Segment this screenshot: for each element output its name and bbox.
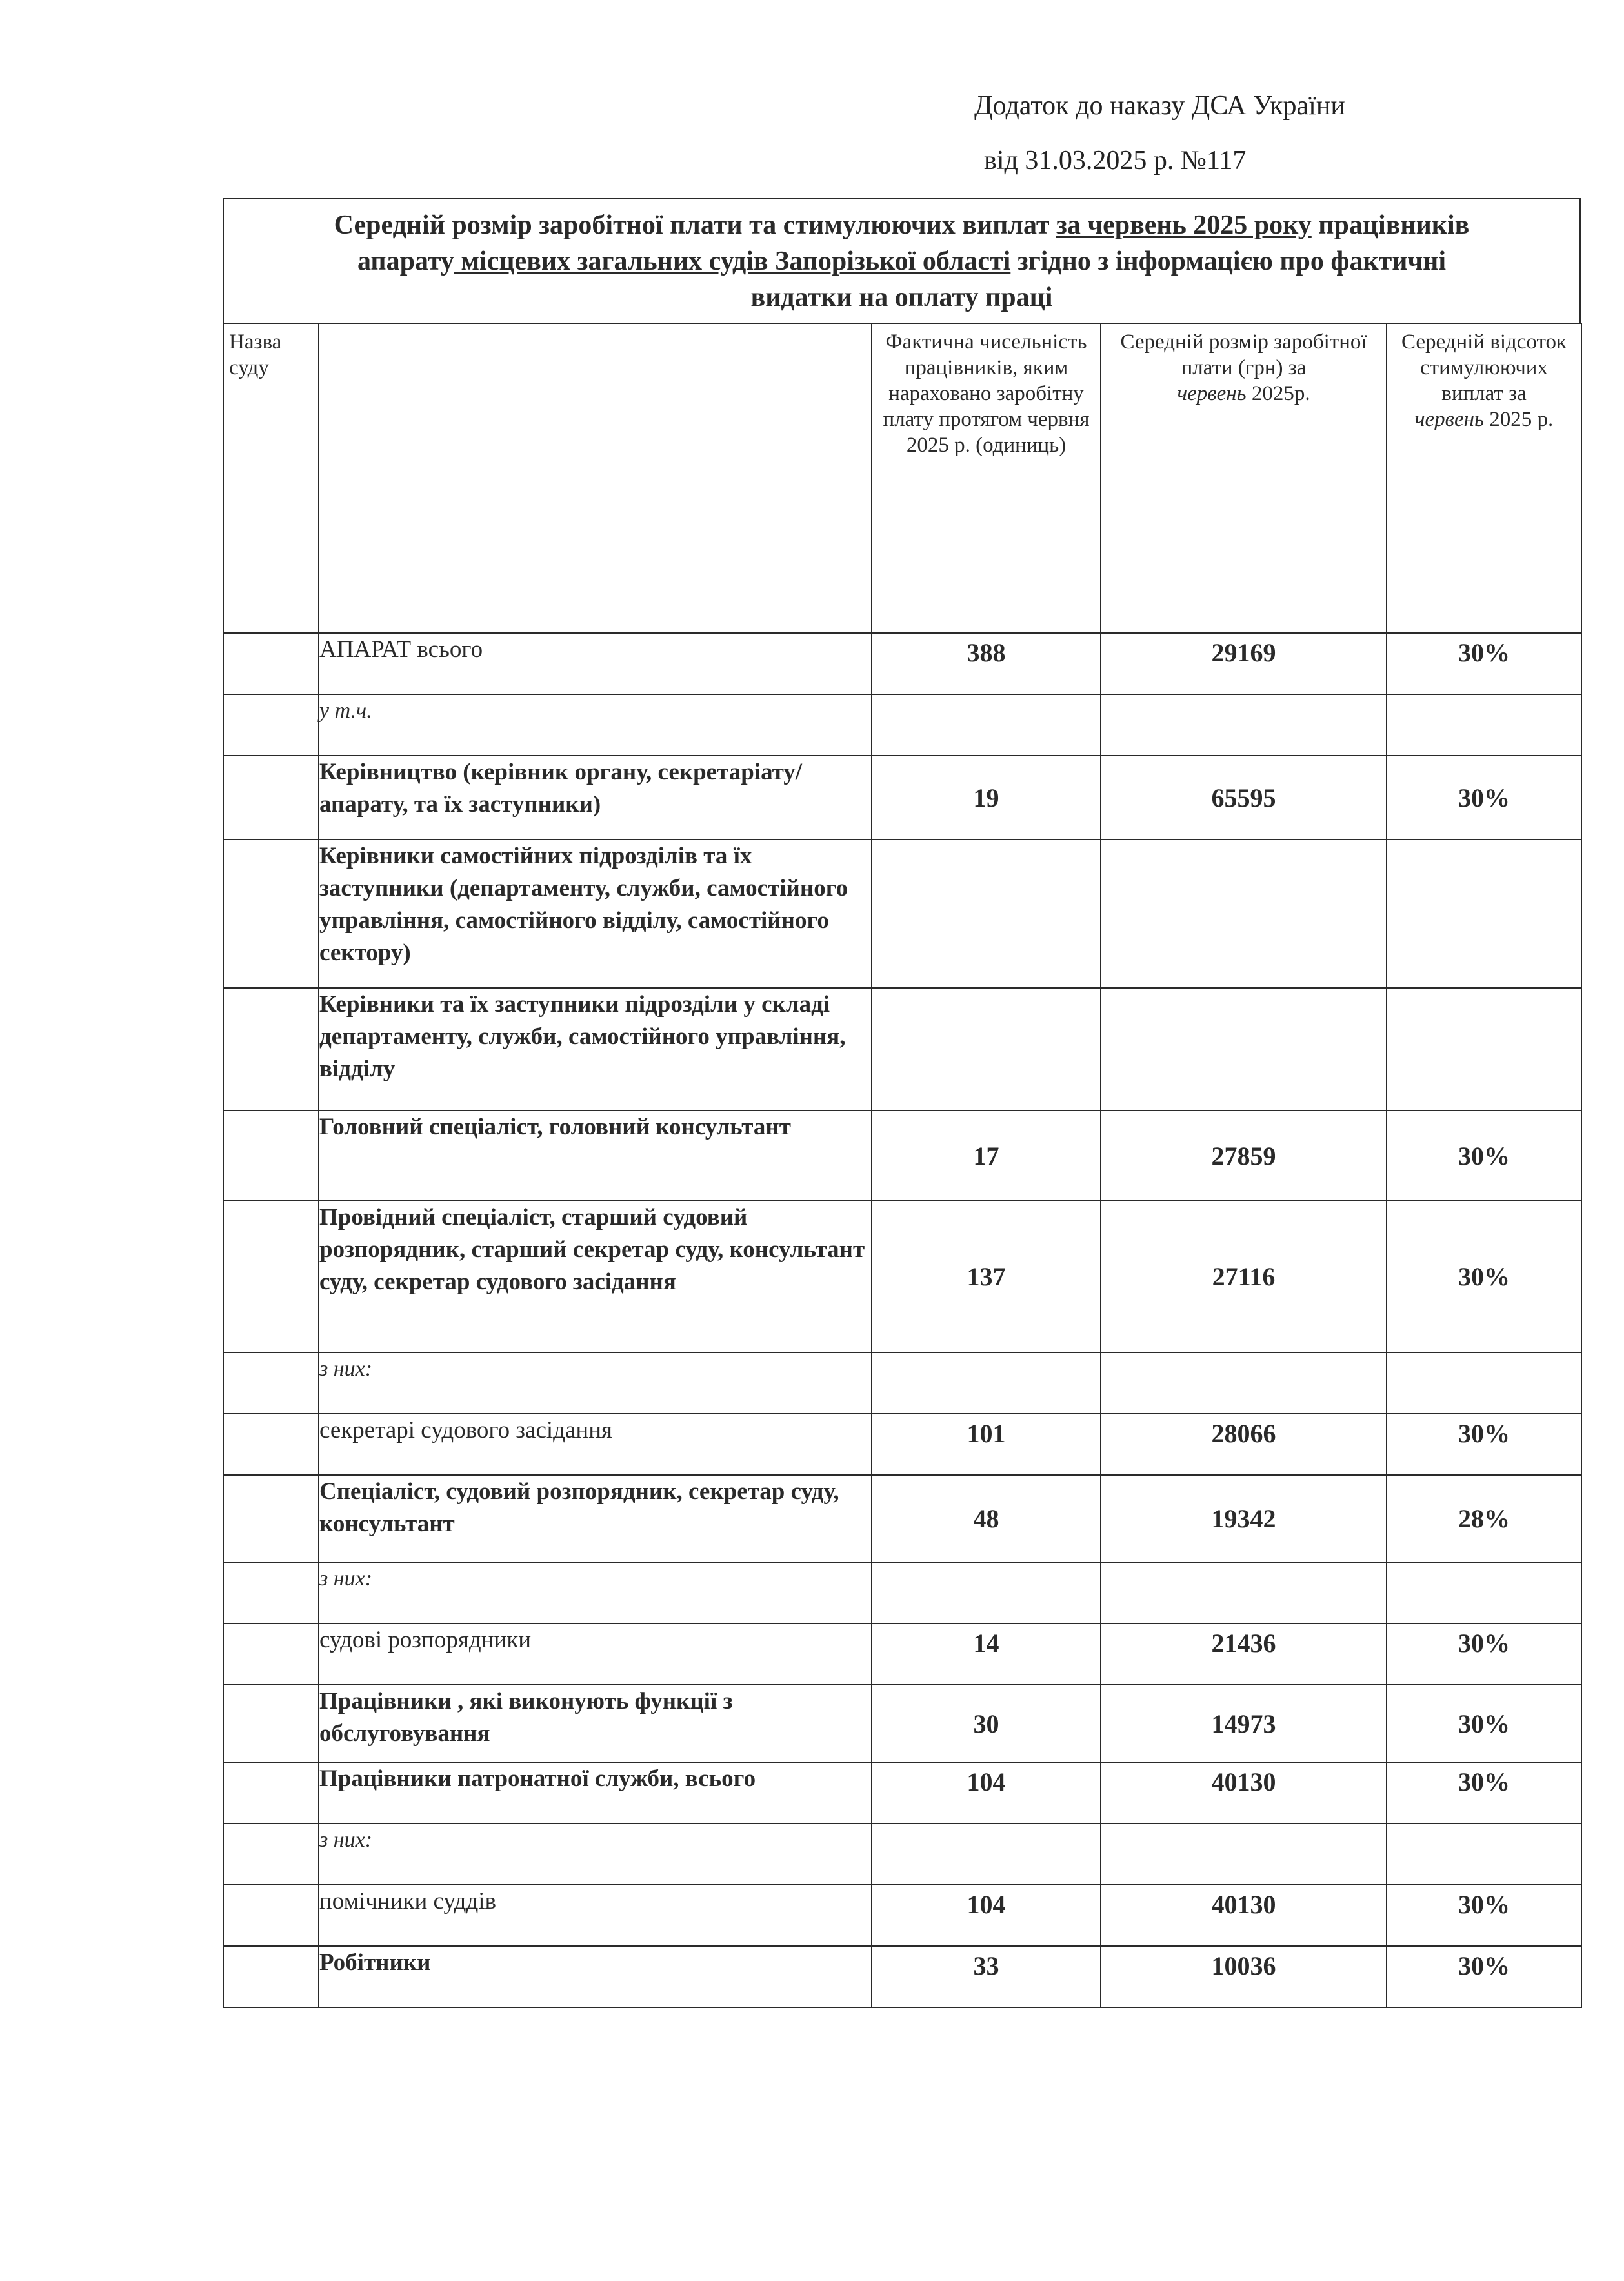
row-label: Керівники та їх заступники підрозділи у складі департаменту, служби, самостійного управління, відділу	[319, 988, 872, 1110]
table-row	[223, 1762, 1581, 1824]
staff-count-cell: 14	[872, 1623, 1101, 1685]
bonus-percent-cell: 28%	[1387, 1475, 1581, 1562]
bonus-percent-cell: 30%	[1387, 1946, 1581, 2007]
court-name-cell	[223, 1885, 319, 1946]
title-part: видатки на оплату праці	[750, 282, 1053, 312]
avg-salary-cell: 10036	[1101, 1946, 1387, 2007]
staff-count-cell	[872, 1352, 1101, 1414]
title-period: за червень 2025 року	[1056, 210, 1312, 240]
bonus-percent-cell: 30%	[1387, 756, 1581, 839]
staff-count-cell: 17	[872, 1110, 1101, 1201]
court-name-cell	[223, 1352, 319, 1414]
avg-salary-cell: 65595	[1101, 756, 1387, 839]
staff-count-cell	[872, 694, 1101, 756]
bonus-percent-cell: 30%	[1387, 1762, 1581, 1824]
court-name-cell	[223, 1685, 319, 1762]
court-name-cell	[223, 1762, 319, 1824]
court-name-cell	[223, 1946, 319, 2007]
avg-salary-cell: 40130	[1101, 1885, 1387, 1946]
table-row	[223, 1562, 1581, 1623]
annex-header-line: Додаток до наказу ДСА України	[974, 91, 1345, 121]
bonus-percent-cell	[1387, 694, 1581, 756]
table-row	[223, 1352, 1581, 1414]
row-label: АПАРАТ всього	[319, 633, 872, 694]
table-row	[223, 839, 1581, 988]
bonus-percent-cell	[1387, 988, 1581, 1110]
court-name-cell	[223, 1414, 319, 1475]
title-part: апарату	[357, 246, 454, 276]
bonus-percent-cell	[1387, 1562, 1581, 1623]
table-row	[223, 756, 1581, 839]
table-row	[223, 1885, 1581, 1946]
avg-salary-cell	[1101, 988, 1387, 1110]
bonus-percent-cell: 30%	[1387, 1201, 1581, 1352]
staff-count-cell: 48	[872, 1475, 1101, 1562]
staff-count-cell: 104	[872, 1762, 1101, 1824]
row-label: Спеціаліст, судовий розпорядник, секретар суду, консультант	[319, 1475, 872, 1562]
table-row	[223, 1824, 1581, 1885]
court-name-cell	[223, 1475, 319, 1562]
header-position	[319, 323, 872, 633]
header-avg-salary: Середній розмір заробітної плати (грн) за червень 2025р.	[1101, 323, 1387, 633]
row-label: Керівники самостійних підрозділів та їх заступники (департаменту, служби, самостійного управління, самостійного відділу, самостійного сектору)	[319, 839, 872, 988]
row-label: Робітники	[319, 1946, 872, 2007]
avg-salary-cell	[1101, 1352, 1387, 1414]
row-label: з них:	[319, 1352, 872, 1414]
annex-date-line: від 31.03.2025 р. №117	[984, 146, 1247, 176]
staff-count-cell	[872, 839, 1101, 988]
avg-salary-cell: 21436	[1101, 1623, 1387, 1685]
staff-count-cell: 30	[872, 1685, 1101, 1762]
staff-count-cell: 33	[872, 1946, 1101, 2007]
avg-salary-cell	[1101, 839, 1387, 988]
row-label: судові розпорядники	[319, 1623, 872, 1685]
avg-salary-cell	[1101, 694, 1387, 756]
avg-salary-cell	[1101, 1824, 1387, 1885]
avg-salary-cell: 19342	[1101, 1475, 1387, 1562]
table-row	[223, 1946, 1581, 2007]
avg-salary-cell: 27859	[1101, 1110, 1387, 1201]
table-row	[223, 1685, 1581, 1762]
table-header-row	[223, 323, 1581, 633]
staff-count-cell	[872, 1562, 1101, 1623]
title-part: Середній розмір заробітної плати та стимулюючих виплат	[334, 210, 1056, 240]
staff-count-cell: 104	[872, 1885, 1101, 1946]
staff-count-cell: 137	[872, 1201, 1101, 1352]
bonus-percent-cell: 30%	[1387, 1414, 1581, 1475]
row-label: з них:	[319, 1562, 872, 1623]
row-label: Працівники , які виконують функції з обслуговування	[319, 1685, 872, 1762]
staff-count-cell	[872, 988, 1101, 1110]
court-name-cell	[223, 1562, 319, 1623]
row-label: у т.ч.	[319, 694, 872, 756]
row-label: Провідний спеціаліст, старший судовий розпорядник, старший секретар суду, консультант суду, секретар судового засідання	[319, 1201, 872, 1352]
staff-count-cell: 19	[872, 756, 1101, 839]
table-row	[223, 1414, 1581, 1475]
court-name-cell	[223, 756, 319, 839]
row-label: Головний спеціаліст, головний консультант	[319, 1110, 872, 1201]
header-court-name: Назва суду	[223, 323, 319, 633]
avg-salary-cell: 14973	[1101, 1685, 1387, 1762]
bonus-percent-cell: 30%	[1387, 1685, 1581, 1762]
bonus-percent-cell: 30%	[1387, 1623, 1581, 1685]
header-bonus-percent: Середній відсоток стимулюючих виплат за червень 2025 р.	[1387, 323, 1581, 633]
avg-salary-cell: 40130	[1101, 1762, 1387, 1824]
avg-salary-cell: 27116	[1101, 1201, 1387, 1352]
court-name-cell	[223, 694, 319, 756]
bonus-percent-cell	[1387, 1352, 1581, 1414]
avg-salary-cell	[1101, 1562, 1387, 1623]
bonus-percent-cell	[1387, 1824, 1581, 1885]
court-name-cell	[223, 839, 319, 988]
avg-salary-cell: 29169	[1101, 633, 1387, 694]
salary-table	[223, 323, 1582, 2008]
table-row	[223, 633, 1581, 694]
title-courts: місцевих загальних судів Запорізької області	[454, 246, 1011, 276]
court-name-cell	[223, 988, 319, 1110]
avg-salary-cell: 28066	[1101, 1414, 1387, 1475]
court-name-cell	[223, 633, 319, 694]
row-label: Керівництво (керівник органу, секретаріату/апарату, та їх заступники)	[319, 756, 872, 839]
document-title	[223, 198, 1581, 324]
bonus-percent-cell: 30%	[1387, 633, 1581, 694]
table-row	[223, 1623, 1581, 1685]
row-label: помічники суддів	[319, 1885, 872, 1946]
header-staff-count: Фактична чисельність працівників, яким нараховано заробітну плату протягом червня 2025 р. (одиниць)	[872, 323, 1101, 633]
staff-count-cell	[872, 1824, 1101, 1885]
staff-count-cell: 388	[872, 633, 1101, 694]
row-label: секретарі судового засідання	[319, 1414, 872, 1475]
court-name-cell	[223, 1824, 319, 1885]
table-row	[223, 1475, 1581, 1562]
bonus-percent-cell: 30%	[1387, 1110, 1581, 1201]
bonus-percent-cell	[1387, 839, 1581, 988]
title-part: згідно з інформацією про фактичні	[1010, 246, 1447, 276]
table-row	[223, 694, 1581, 756]
table-row	[223, 988, 1581, 1110]
row-label: з них:	[319, 1824, 872, 1885]
table-row	[223, 1110, 1581, 1201]
court-name-cell	[223, 1201, 319, 1352]
row-label: Працівники патронатної служби, всього	[319, 1762, 872, 1824]
title-part: працівників	[1311, 210, 1470, 240]
court-name-cell	[223, 1623, 319, 1685]
table-row	[223, 1201, 1581, 1352]
staff-count-cell: 101	[872, 1414, 1101, 1475]
bonus-percent-cell: 30%	[1387, 1885, 1581, 1946]
court-name-cell	[223, 1110, 319, 1201]
